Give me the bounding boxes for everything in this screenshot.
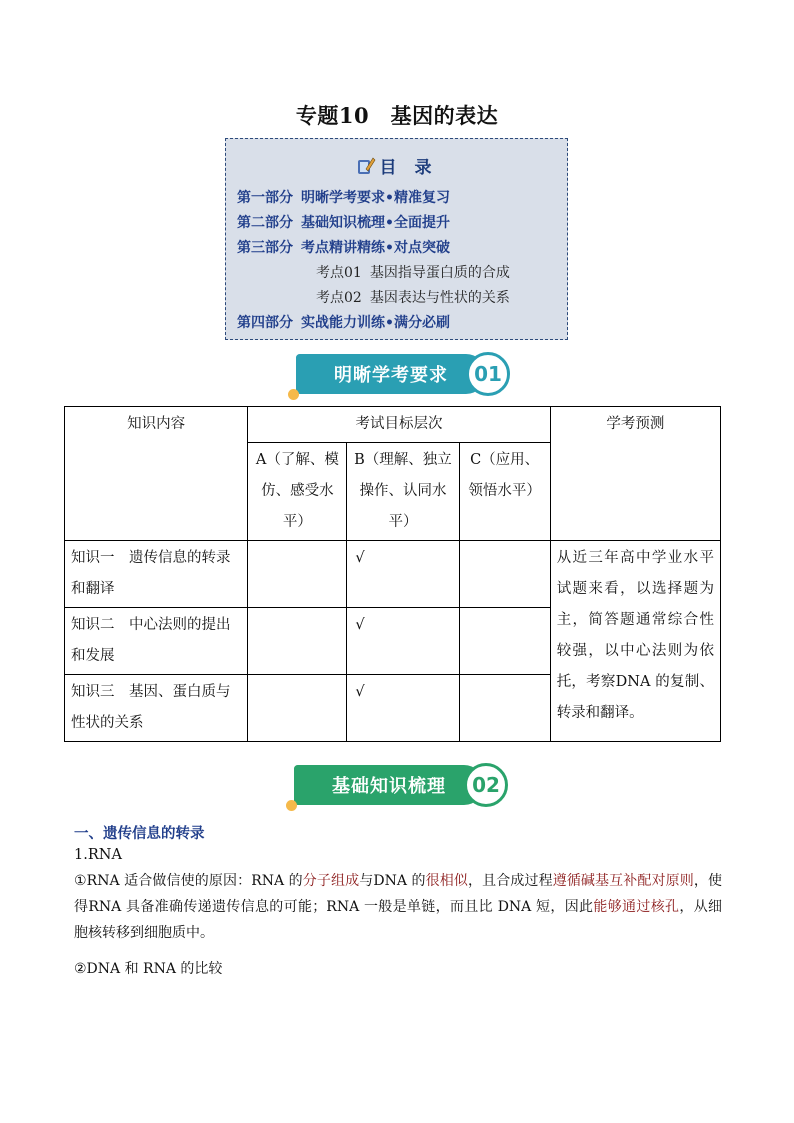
row-a (248, 608, 347, 675)
toc-item-part3[interactable] (237, 237, 450, 257)
toc-part-label: 第二部分 (237, 215, 293, 231)
pencil-book-icon (356, 156, 376, 176)
toc-sub-text: 基因指导蛋白质的合成 (369, 265, 510, 281)
level-b: B（理解、独立操作、认同水平） (347, 443, 459, 541)
section-banner-1 (296, 354, 516, 398)
toc-part-text: 实战能力训练•满分必刷 (301, 315, 450, 331)
subsection-label: 1.RNA (74, 847, 122, 863)
text-run: ，使得RNA 具备准确传递遗传信息的可能；RNA 一般是单链，而且比 DNA 短，因此 (74, 873, 722, 915)
toc-sub-label: 考点01 (316, 265, 362, 281)
highlight-text: 分子组成 (302, 873, 360, 889)
row-b: √ (347, 541, 459, 608)
banner-label: 基础知识梳理 (294, 765, 484, 805)
row-content: 知识一 遗传信息的转录和翻译 (65, 541, 248, 608)
toc-item-part1[interactable] (237, 187, 450, 207)
toc-part-label: 第三部分 (237, 240, 293, 256)
header-target: 考试目标层次 (248, 407, 550, 443)
requirements-table (64, 406, 721, 742)
header-content: 知识内容 (65, 407, 248, 541)
section-heading: 一、遗传信息的转录 (74, 825, 205, 842)
toc-part-label: 第一部分 (237, 190, 293, 206)
toc-sub-text: 基因表达与性状的关系 (369, 290, 510, 306)
row-b: √ (347, 675, 459, 742)
text-run: 与DNA 的 (359, 873, 426, 889)
header-forecast: 学考预测 (550, 407, 720, 541)
paragraph-rna-reason (74, 868, 722, 946)
toc-part-text: 基础知识梳理•全面提升 (301, 215, 450, 231)
banner-label: 明晰学考要求 (296, 354, 486, 394)
row-c (459, 541, 550, 608)
toc-sub-label: 考点02 (316, 290, 362, 306)
toc-item-point2[interactable] (316, 287, 510, 307)
paragraph-comparison: ②DNA 和 RNA 的比较 (74, 961, 223, 977)
toc-item-part2[interactable] (237, 212, 450, 232)
toc-part-label: 第四部分 (237, 315, 293, 331)
section-banner-2 (294, 765, 514, 809)
toc-item-part4[interactable] (237, 312, 450, 332)
row-a (248, 541, 347, 608)
row-content: 知识三 基因、蛋白质与性状的关系 (65, 675, 248, 742)
row-b: √ (347, 608, 459, 675)
highlight-text: 遵循碱基互补配对原则 (552, 873, 694, 889)
forecast-cell: 从近三年高中学业水平试题来看，以选择题为主，简答题通常综合性较强，以中心法则为依托，考察DNA 的复制、转录和翻译。 (550, 541, 720, 742)
banner-dot (288, 389, 299, 400)
level-c: C（应用、领悟水平） (459, 443, 550, 541)
text-run: ①RNA 适合做信使的原因：RNA 的 (74, 873, 303, 889)
level-a: A（了解、模仿、感受水平） (248, 443, 347, 541)
table-row (65, 541, 721, 608)
banner-dot (286, 800, 297, 811)
table-of-contents (225, 138, 568, 340)
highlight-text: 能够通过核孔 (593, 899, 680, 915)
row-a (248, 675, 347, 742)
toc-heading-text: 目 录 (379, 158, 438, 178)
row-c (459, 608, 550, 675)
row-content: 知识二 中心法则的提出和发展 (65, 608, 248, 675)
banner-number: 01 (466, 352, 510, 396)
toc-item-point1[interactable] (316, 262, 510, 282)
row-c (459, 675, 550, 742)
toc-part-text: 考点精讲精练•对点突破 (301, 240, 450, 256)
page-title: 专题10 基因的表达 (295, 103, 499, 128)
toc-part-text: 明晰学考要求•精准复习 (301, 190, 450, 206)
text-run: ，从细胞核转移到细胞质中。 (74, 899, 723, 941)
toc-heading (226, 153, 567, 178)
highlight-text: 很相似 (425, 873, 468, 889)
banner-number: 02 (464, 763, 508, 807)
text-run: ，且合成过程 (468, 873, 553, 889)
